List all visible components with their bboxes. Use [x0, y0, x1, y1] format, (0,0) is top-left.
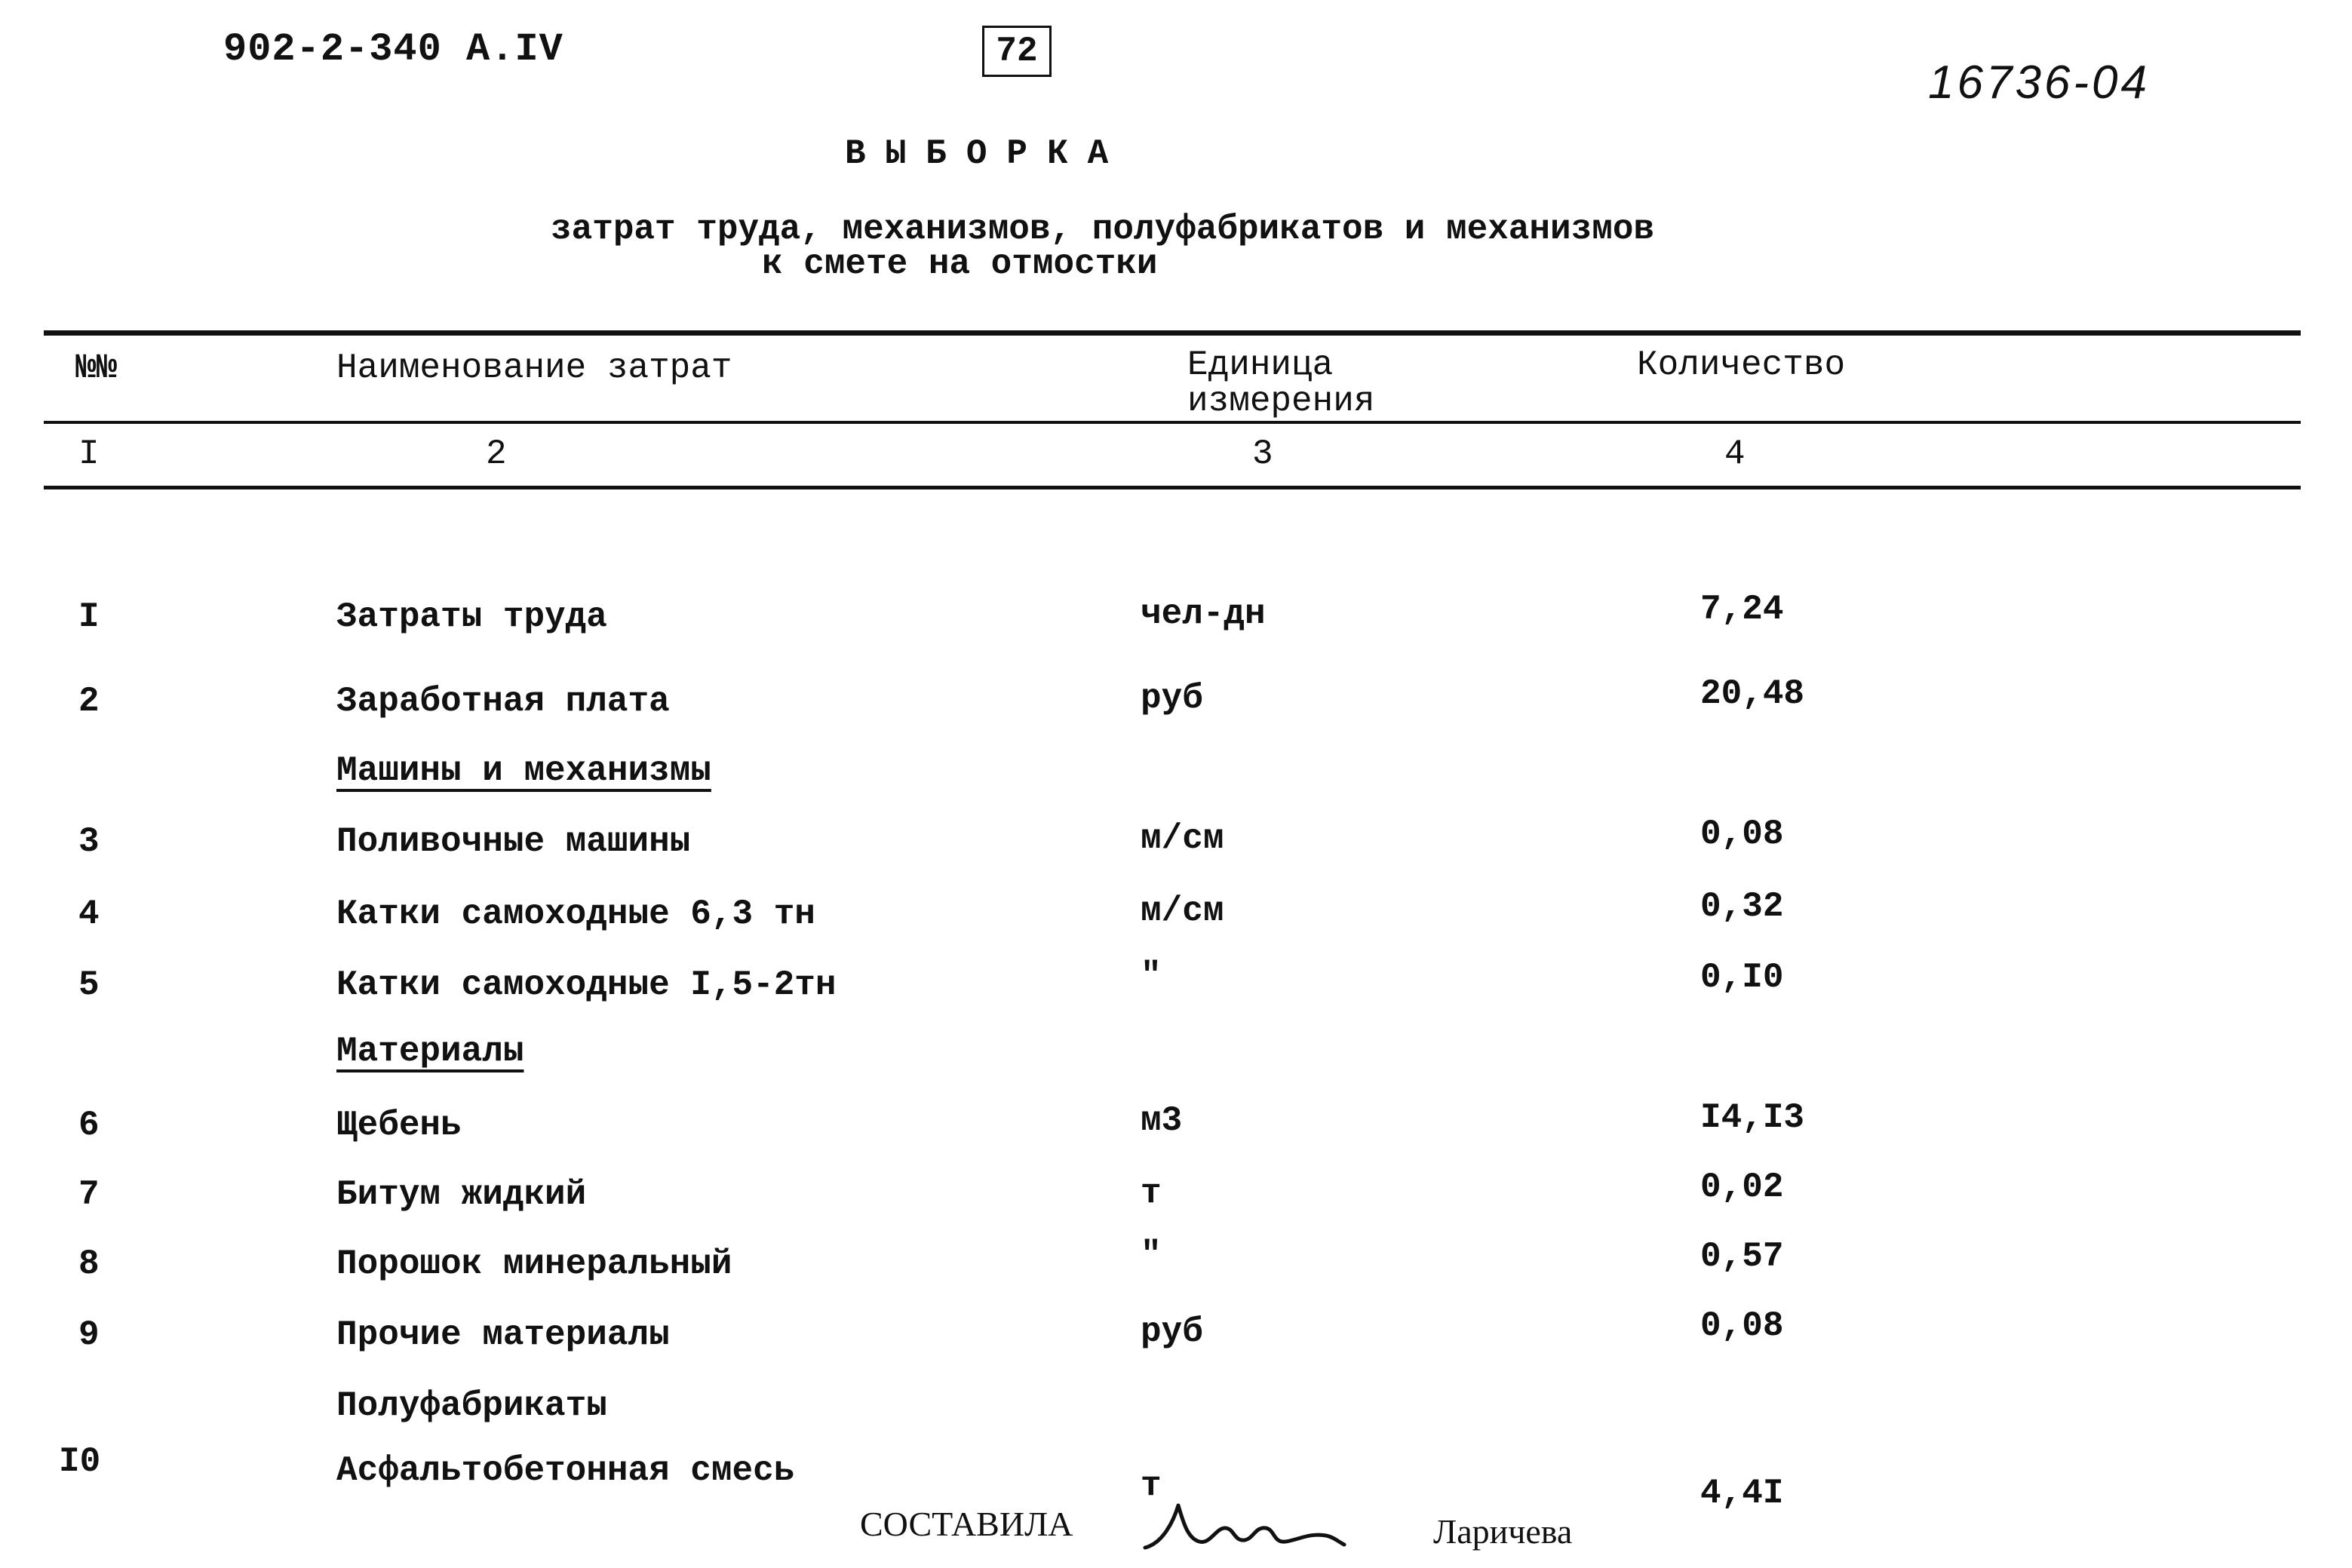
column-number-1: I	[78, 434, 100, 474]
row-name: Поливочные машины	[336, 822, 691, 861]
header-name: Наименование затрат	[336, 348, 732, 388]
row-unit: т	[1141, 1174, 1162, 1213]
row-number: 7	[78, 1175, 100, 1214]
document-subtitle-line2: к смете на отмостки	[762, 244, 1158, 284]
signature-mark	[1141, 1498, 1352, 1558]
header-unit-line1: Единица	[1187, 345, 1334, 385]
row-number: 9	[78, 1315, 100, 1355]
row-name: Порошок минеральный	[336, 1244, 732, 1284]
row-unit: м/см	[1141, 891, 1224, 931]
row-unit: чел-дн	[1141, 594, 1266, 634]
row-quantity: 0,08	[1700, 815, 1784, 854]
table-colnum-rule	[44, 486, 2301, 489]
row-number: 3	[78, 822, 100, 861]
row-name: Заработная плата	[336, 682, 670, 721]
row-quantity: 4,4I	[1700, 1474, 1784, 1513]
row-name: Асфальтобетонная смесь	[336, 1451, 795, 1490]
row-unit: руб	[1141, 1312, 1203, 1352]
inventory-number: 16736-04	[1928, 57, 2151, 109]
row-name: Щебень	[336, 1106, 462, 1145]
row-quantity: 0,32	[1700, 887, 1784, 926]
row-quantity: 0,02	[1700, 1168, 1784, 1207]
row-name: Затраты труда	[336, 597, 607, 637]
page-number: 72	[982, 26, 1052, 77]
section-semifinished: Полуфабрикаты	[336, 1386, 607, 1425]
column-number-2: 2	[486, 434, 507, 474]
row-unit: "	[1141, 1235, 1162, 1275]
row-name: Катки самоходные I,5-2тн	[336, 965, 837, 1005]
section-materials: Материалы	[336, 1032, 524, 1071]
row-name: Битум жидкий	[336, 1175, 587, 1214]
header-quantity: Количество	[1637, 345, 1846, 385]
row-unit: м3	[1141, 1101, 1183, 1140]
document-code: 902-2-340 А.IV	[223, 27, 563, 72]
row-number: I0	[59, 1442, 101, 1481]
document-title: ВЫБОРКА	[845, 134, 1128, 173]
section-machines: Машины и механизмы	[336, 751, 711, 790]
header-number: №№	[75, 348, 118, 388]
row-unit: т	[1141, 1466, 1162, 1505]
row-name: Прочие материалы	[336, 1315, 670, 1355]
row-quantity: 0,I0	[1700, 958, 1784, 997]
column-number-4: 4	[1724, 434, 1746, 474]
row-unit: "	[1141, 956, 1162, 996]
row-unit: руб	[1141, 679, 1203, 718]
document-subtitle-line1: затрат труда, механизмов, полуфабрикатов и механизмов	[551, 210, 1655, 249]
table-header-rule	[44, 421, 2301, 424]
row-unit: м/см	[1141, 819, 1224, 858]
row-quantity: 0,57	[1700, 1237, 1784, 1276]
row-number: 6	[78, 1106, 100, 1145]
row-quantity: 0,08	[1700, 1306, 1784, 1346]
signer-name: Ларичева	[1433, 1512, 1573, 1551]
row-number: 8	[78, 1244, 100, 1284]
header-unit-line2: измерения	[1187, 382, 1375, 421]
row-quantity: 20,48	[1700, 674, 1805, 713]
row-number: I	[78, 597, 100, 637]
column-number-3: 3	[1252, 434, 1273, 474]
table-top-rule	[44, 330, 2301, 336]
row-number: 4	[78, 894, 100, 934]
compiled-by-label: СОСТАВИЛА	[860, 1505, 1073, 1543]
row-name: Катки самоходные 6,3 тн	[336, 894, 815, 934]
row-number: 5	[78, 965, 100, 1005]
row-quantity: 7,24	[1700, 590, 1784, 629]
row-number: 2	[78, 682, 100, 721]
row-quantity: I4,I3	[1700, 1098, 1805, 1137]
